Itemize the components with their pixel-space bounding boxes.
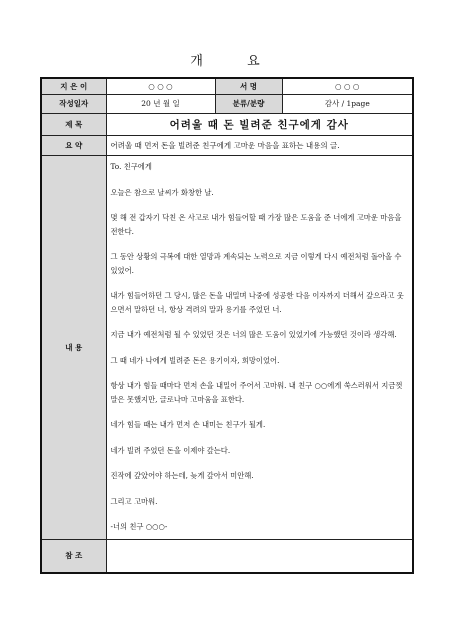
letter-paragraph: 오늘은 참으로 날씨가 화창한 날.: [110, 187, 214, 197]
letter-paragraph: 지금 내가 예전처럼 될 수 있었던 것은 너의 많은 도움이 있었기에 가능했던 것이라 생각해.: [110, 330, 397, 340]
letter-paragraph: 내가 힘들어하던 그 당시, 많은 돈을 내밀며 나중에 성공한 다음 이자까지 더해서 갚으라고 웃으면서 말하던 너, 항상 격려의 말과 용기를 주었던 너.: [110, 291, 404, 314]
author-label: 지 은 이: [41, 78, 106, 94]
letter-paragraph: 그 동안 상황의 극복에 대한 열망과 계속되는 노력으로 지금 이렇게 다시 예전처럼 돌아올 수 있었어.: [110, 252, 402, 275]
reference-row: [41, 539, 413, 573]
letter-paragraph: 몇 해 전 갑자기 닥친 온 사고로 내가 힘들어할 때 가장 많은 도움을 준 너에게 고마운 마음을 전한다.: [110, 213, 402, 236]
letter-paragraph: 네가 힘들 때는 내가 먼저 손 내미는 친구가 될게.: [110, 420, 266, 430]
subject-row: [41, 113, 413, 135]
summary-value: 어려울 때 먼저 돈을 빌려준 친구에게 고마운 마음을 표하는 내용의 글.: [106, 135, 413, 155]
letter-paragraph: 진작에 갚았어야 하는데, 늦게 갚아서 미안해.: [110, 471, 254, 481]
signature-label: 서 명: [215, 78, 282, 94]
summary-row: [41, 135, 413, 155]
subject-label: 제 목: [41, 113, 106, 135]
subject-value: 어려울 때 돈 빌려준 친구에게 감사: [106, 113, 413, 135]
date-label: 작성일자: [41, 94, 106, 113]
letter-paragraph: 그리고 고마워.: [110, 496, 158, 506]
date-row: [41, 94, 413, 113]
category-value: 감사 / 1page: [282, 94, 413, 113]
category-label: 분류/분량: [215, 94, 282, 113]
author-row: [41, 78, 413, 94]
reference-value: [106, 539, 413, 573]
date-value: 20 년 월 일: [106, 94, 215, 113]
letter-signoff: -너의 친구 ○○○-: [110, 522, 168, 532]
letter-greeting: To. 친구에게: [110, 162, 152, 172]
letter-paragraph: 항상 내가 힘들 때마다 먼저 손을 내밀어 주어서 고마워. 내 친구 ○○에게 쑥스러워서 지금껏 말은 못했지만, 글로나마 고마움을 표한다.: [110, 381, 403, 404]
letter-content: [106, 155, 413, 539]
signature-value: ○ ○ ○: [282, 78, 413, 94]
letter-paragraph: 네가 빌려 주었던 돈을 이제야 갚는다.: [110, 445, 231, 455]
letter-paragraph: 그 때 네가 나에게 빌려준 돈은 용기이자, 희망이었어.: [110, 355, 280, 365]
reference-label: 참 조: [41, 539, 106, 573]
content-row: [41, 155, 413, 539]
summary-label: 요 약: [41, 135, 106, 155]
document-title: 개 요: [190, 54, 280, 69]
author-value: ○ ○ ○: [106, 78, 215, 94]
content-label: 내 용: [41, 155, 106, 539]
outline-form-table: [40, 77, 414, 574]
